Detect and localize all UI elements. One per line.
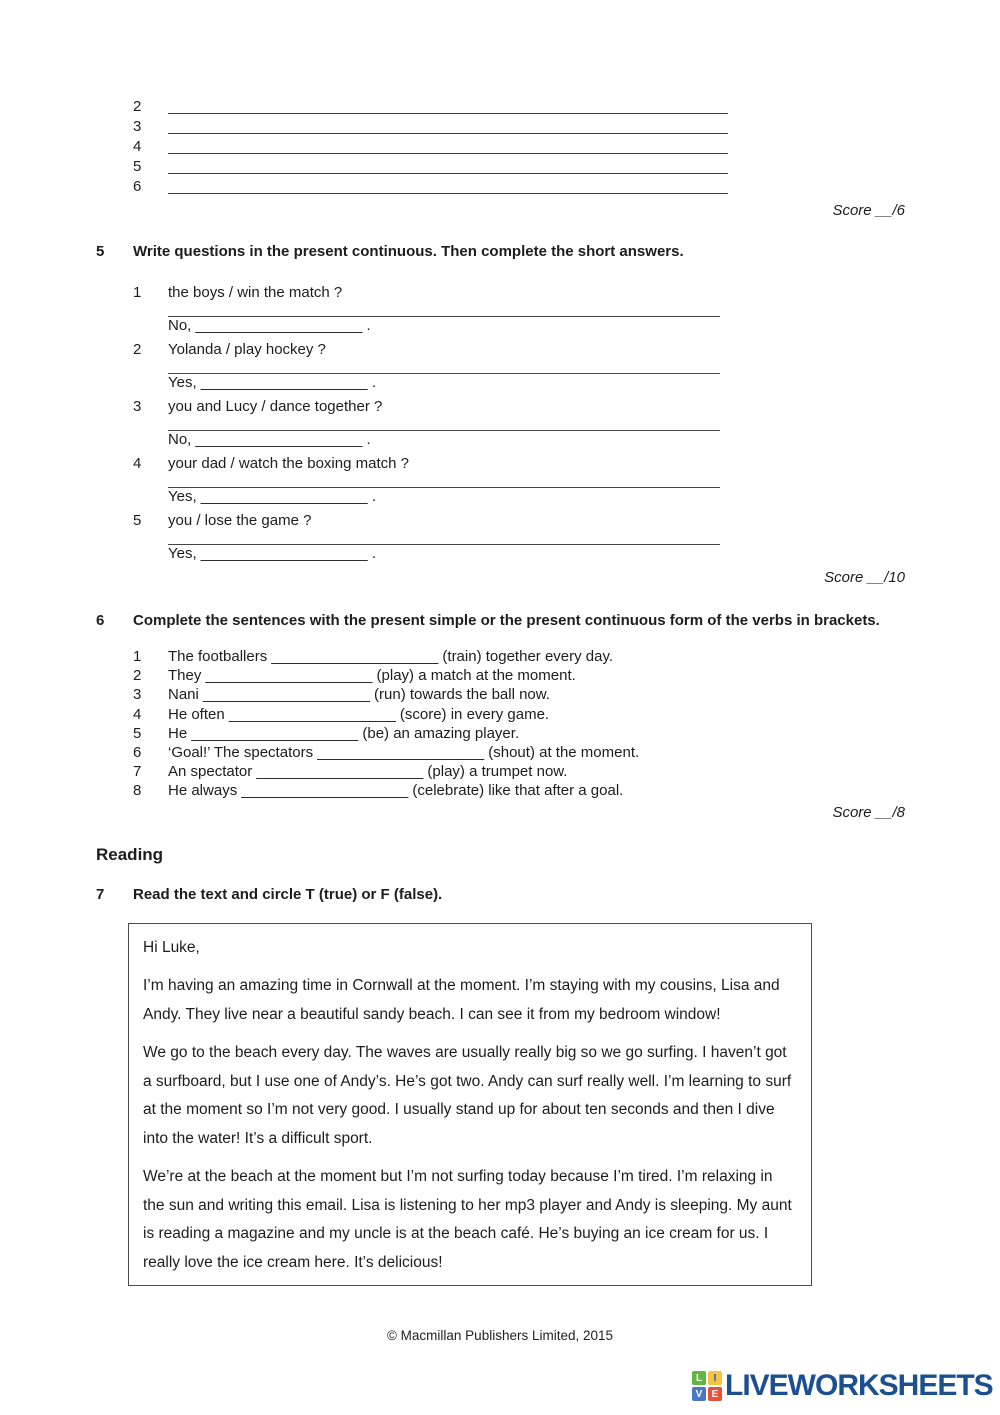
sentence-row <box>96 666 905 685</box>
item-number: 4 <box>133 138 142 155</box>
reading-heading: Reading <box>96 844 164 864</box>
logo-wordmark: LIVEWORKSHEETS <box>725 1369 993 1402</box>
reading-paragraph: Hi Luke, <box>143 938 200 956</box>
question-item <box>96 455 905 507</box>
exercise-title: Complete the sentences with the present simple or the present continuous form of the verbs in brackets. <box>133 612 880 629</box>
sentence-row <box>96 705 905 724</box>
logo-square-l: L <box>692 1371 706 1385</box>
sentence-text[interactable]: The footballers ____________________ (train) together every day. <box>168 648 614 665</box>
reading-section <box>96 845 905 1287</box>
sentence-row <box>96 743 905 762</box>
question-item <box>96 398 905 450</box>
score-label: Score __/8 <box>832 803 905 821</box>
reading-paragraph: We go to the beach every day. The waves are usually really big so we go surfing. I haven’t got a surfboard, but I use one of Andy’s. He’s got two. Andy can surf really well. I’m learning to surf at the moment so I’m not very good. I usually stand up for about ten seconds and then I dive into the water! It’s a difficult sport. <box>143 1044 792 1147</box>
question-prompt: the boys / win the match ? <box>168 284 343 301</box>
answer-row <box>96 178 905 198</box>
answer-line[interactable] <box>168 133 728 134</box>
logo-square-i: I <box>708 1371 722 1385</box>
question-prompt-row <box>96 455 905 474</box>
item-number: 1 <box>133 648 142 665</box>
answer-line[interactable] <box>168 193 728 194</box>
exercise6-section <box>96 610 905 823</box>
item-number: 5 <box>133 158 142 175</box>
answer-row <box>96 118 905 138</box>
sentence-row <box>96 762 905 781</box>
short-answer[interactable]: Yes, ____________________ . <box>168 545 376 562</box>
logo-square-e: E <box>708 1387 722 1401</box>
reading-paragraph: We’re at the beach at the moment but I’m not surfing today because I’m tired. I’m relaxing in the sun and writing this email. Lisa is listening to her mp3 player and Andy is sleeping. My aunt is reading a magazine and my uncle is at the beach café. He’s buying an ice cream for us. I really love the ice cream here. It’s delicious! <box>143 1168 792 1271</box>
answer-line[interactable] <box>168 153 728 154</box>
answer-line[interactable] <box>168 173 728 174</box>
question-prompt-row <box>96 341 905 360</box>
question-prompt-row <box>96 512 905 531</box>
question-prompt: you and Lucy / dance together ? <box>168 398 383 415</box>
question-item <box>96 341 905 393</box>
exercise-number: 7 <box>96 885 105 903</box>
sentence-row <box>96 724 905 743</box>
sentence-row <box>96 781 905 800</box>
question-prompt: you / lose the game ? <box>168 512 312 529</box>
short-answer[interactable]: No, ____________________ . <box>168 431 371 448</box>
item-number: 1 <box>133 284 142 301</box>
short-answer[interactable]: Yes, ____________________ . <box>168 374 376 391</box>
item-number: 2 <box>133 341 142 358</box>
reading-text-box <box>128 923 812 1287</box>
item-number: 8 <box>133 782 142 800</box>
item-number: 5 <box>133 512 142 529</box>
sentence-text[interactable]: He often ____________________ (score) in every game. <box>168 705 550 723</box>
item-number: 4 <box>133 705 142 723</box>
question-prompt-row <box>96 398 905 417</box>
short-answer[interactable]: No, ____________________ . <box>168 317 371 334</box>
question-item <box>96 284 905 336</box>
item-number: 5 <box>133 724 142 742</box>
answer-line[interactable] <box>168 113 728 114</box>
question-prompt: your dad / watch the boxing match ? <box>168 455 409 472</box>
answer-row <box>96 138 905 158</box>
question-item <box>96 512 905 564</box>
item-number: 3 <box>133 118 142 135</box>
exercise4-section <box>96 98 905 221</box>
exercise-title: Write questions in the present continuous. Then complete the short answers. <box>133 243 684 260</box>
sentence-text[interactable]: Nani ____________________ (run) towards the ball now. <box>168 686 550 704</box>
item-number: 4 <box>133 455 142 472</box>
item-number: 6 <box>133 744 142 762</box>
liveworksheets-logo[interactable] <box>692 1369 993 1403</box>
sentence-text[interactable]: ‘Goal!’ The spectators ____________________ (shout) at the moment. <box>168 744 640 762</box>
exercise5-items <box>96 284 905 564</box>
sentence-row <box>96 647 905 666</box>
question-prompt: Yolanda / play hockey ? <box>168 341 326 358</box>
question-prompt-row <box>96 284 905 303</box>
logo-square-v: V <box>692 1387 706 1401</box>
item-number: 2 <box>133 98 142 115</box>
short-answer[interactable]: Yes, ____________________ . <box>168 488 376 505</box>
answer-row <box>96 98 905 118</box>
sentence-row <box>96 685 905 704</box>
exercise6-items <box>96 647 905 801</box>
answer-row <box>96 158 905 178</box>
item-number: 3 <box>133 398 142 415</box>
copyright-text: © Macmillan Publishers Limited, 2015 <box>386 1328 614 1344</box>
item-number: 2 <box>133 667 142 685</box>
score-label: Score __/10 <box>824 569 905 586</box>
item-number: 6 <box>133 178 142 195</box>
exercise-number: 6 <box>96 612 105 629</box>
exercise7-instruction-row <box>96 886 905 905</box>
exercise5-section <box>96 241 905 588</box>
exercise6-heading <box>96 610 905 631</box>
sentence-text[interactable]: He always ____________________ (celebrate) like that after a goal. <box>168 782 624 800</box>
exercise5-heading <box>96 241 905 262</box>
sentence-text[interactable]: An spectator ____________________ (play) a trumpet now. <box>168 763 568 781</box>
exercise7-instruction: Read the text and circle T (true) or F (false). <box>133 885 443 903</box>
liveworksheets-grid-icon <box>692 1371 722 1401</box>
score-label: Score __/6 <box>832 202 905 219</box>
sentence-text[interactable]: He ____________________ (be) an amazing player. <box>168 724 520 742</box>
exercise-number: 5 <box>96 243 105 260</box>
item-number: 3 <box>133 686 142 704</box>
reading-paragraph: I’m having an amazing time in Cornwall at the moment. I’m staying with my cousins, Lisa and Andy. They live near a beautiful sandy beach. I can see it from my bedroom window! <box>143 977 780 1023</box>
item-number: 7 <box>133 763 142 781</box>
sentence-text[interactable]: They ____________________ (play) a match at the moment. <box>168 667 576 685</box>
